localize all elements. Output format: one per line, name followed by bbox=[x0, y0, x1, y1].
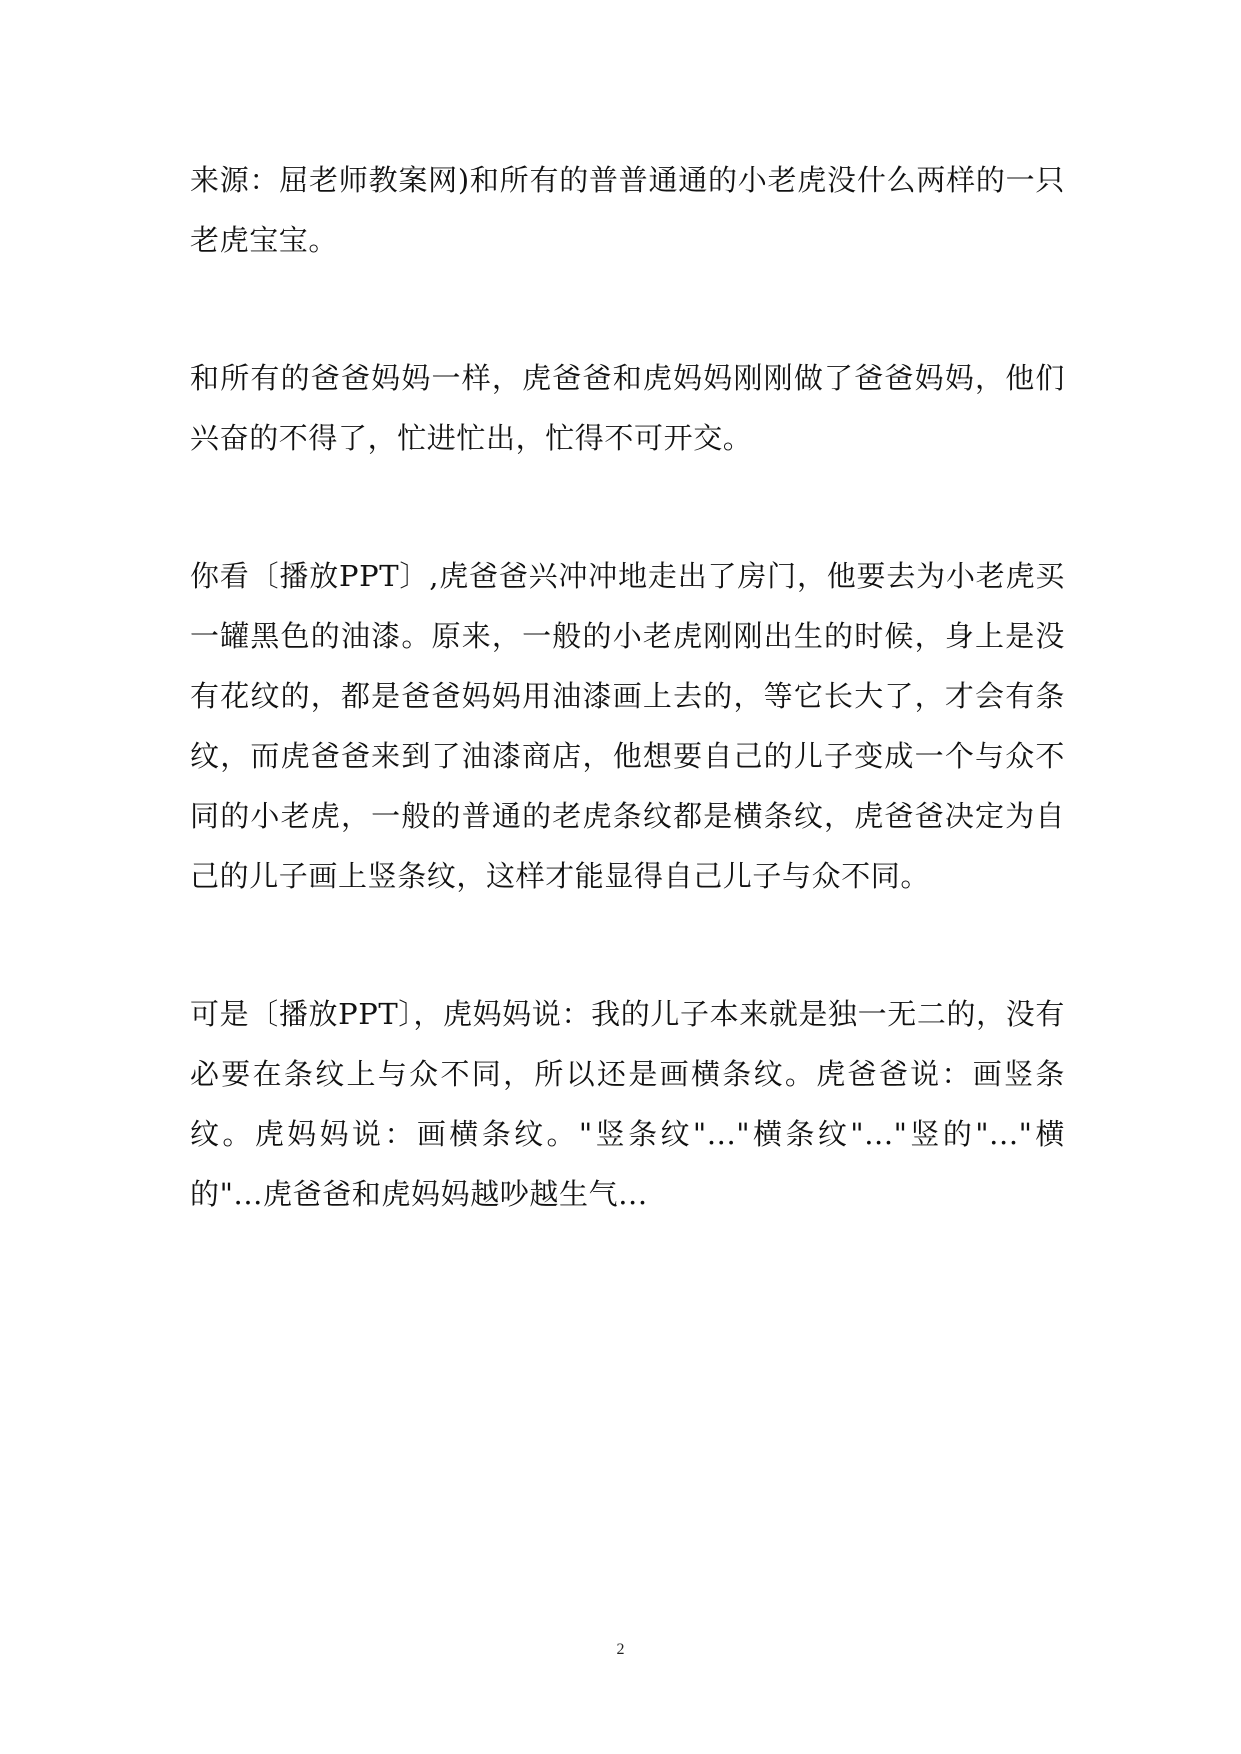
paragraph-1: 来源：屈老师教案网)和所有的普普通通的小老虎没什么两样的一只老虎宝宝。 bbox=[190, 163, 1065, 257]
paragraph-3: 你看〔播放PPT〕,虎爸爸兴冲冲地走出了房门，他要去为小老虎买一罐黑色的油漆。原来，一般的小老虎刚刚出生的时候，身上是没有花纹的，都是爸爸妈妈用油漆画上去的，等它长大了，才会有条纹，而虎爸爸来到了油漆商店，他想要自己的儿子变成一个与众不同的小老虎，一般的普通的老虎条纹都是横条纹，虎爸爸决定为自己的儿子画上竖条纹，这样才能显得自己儿子与众不同。 bbox=[190, 559, 1065, 893]
document-body bbox=[190, 150, 1065, 1302]
paragraph-2: 和所有的爸爸妈妈一样，虎爸爸和虎妈妈刚刚做了爸爸妈妈，他们兴奋的不得了，忙进忙出，忙得不可开交。 bbox=[190, 361, 1065, 455]
page-number: 2 bbox=[616, 1641, 625, 1658]
paragraph-4: 可是〔播放PPT〕，虎妈妈说：我的儿子本来就是独一无二的，没有必要在条纹上与众不同，所以还是画横条纹。虎爸爸说：画竖条纹。虎妈妈说：画横条纹。"竖条纹"..."横条纹"..."竖的"..."横的"...虎爸爸和虎妈妈越吵越生气... bbox=[190, 997, 1065, 1211]
